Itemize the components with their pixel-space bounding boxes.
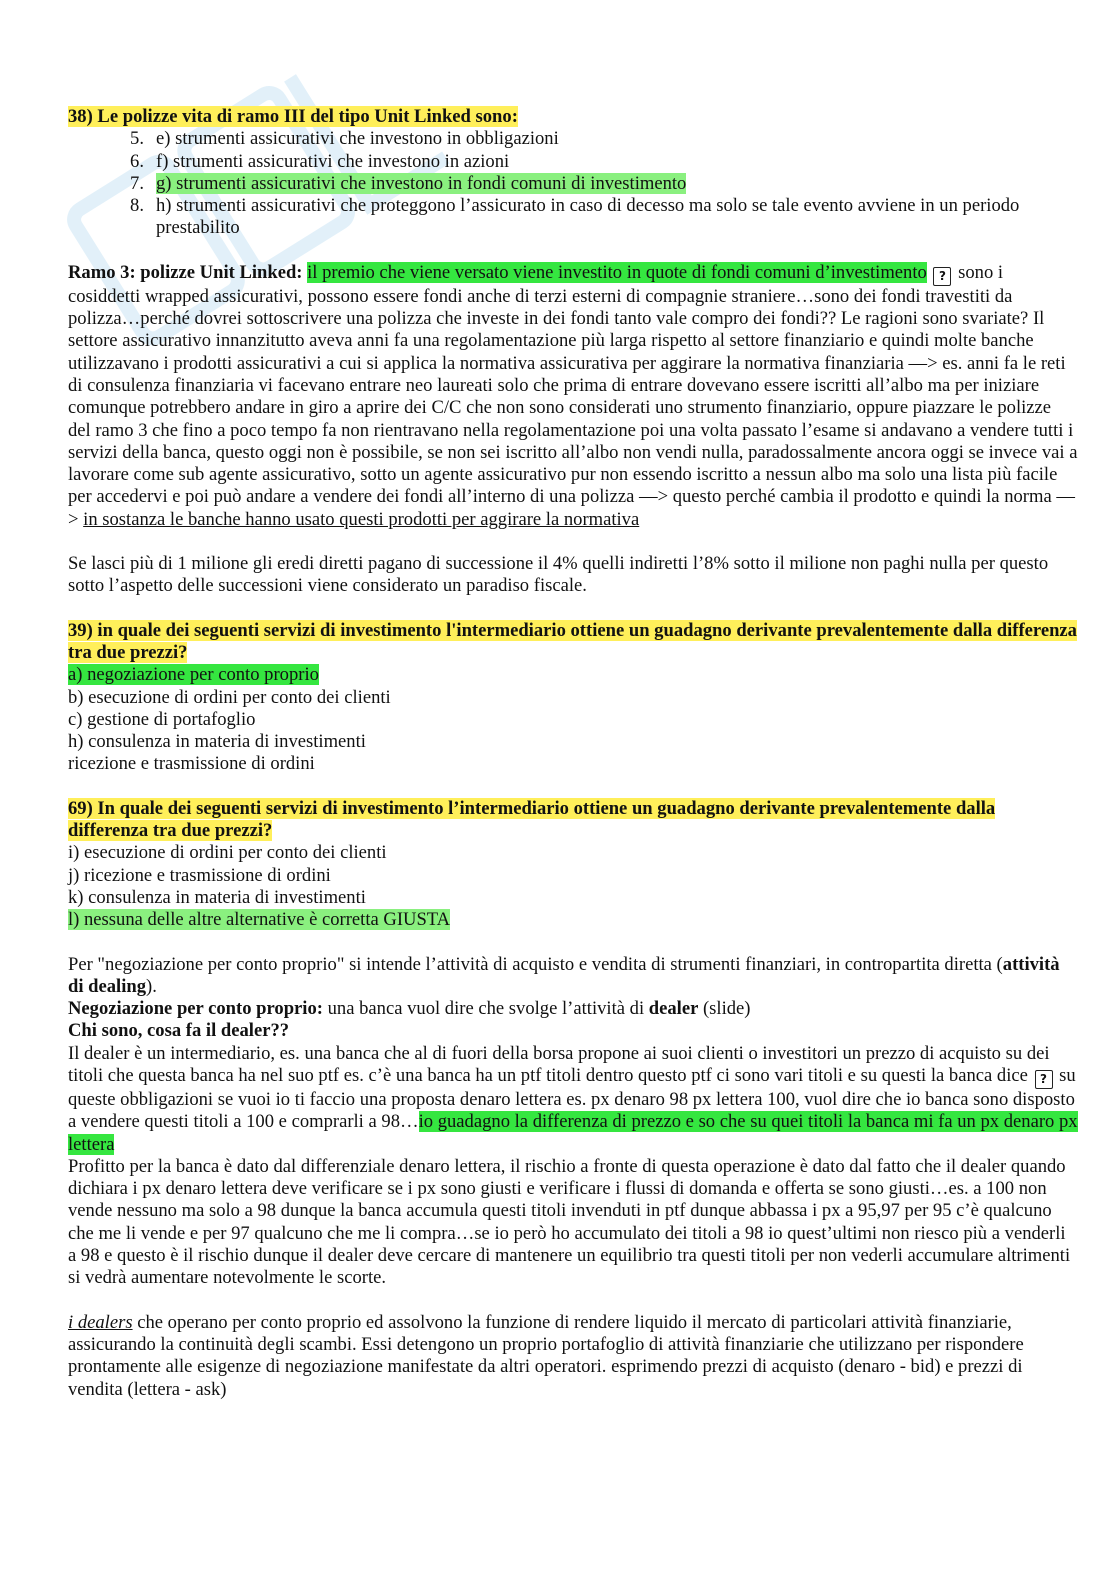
q69-option: i) esecuzione di ordini per conto dei clienti [68,842,387,864]
ramo3-underlined: in sostanza le banche hanno usato questi prodotti per aggirare la normativa [83,508,640,530]
q38-options [68,128,1078,239]
q69-option: k) consulenza in materia di investimenti [68,886,366,908]
list-item: 6. f) strumenti assicurativi che investono in azioni [130,150,510,172]
list-item: 5. e) strumenti assicurativi che investono in obbligazioni [130,128,559,150]
q39-option: b) esecuzione di ordini per conto dei clienti [68,686,391,708]
dealing-intro: Per "negoziazione per conto proprio" si intende l’attività di acquisto e vendita di strumenti finanziari, in contropartita diretta (attività di dealing). [68,953,1060,997]
q39-option: h) consulenza in materia di investimenti [68,731,366,753]
profit-paragraph: Profitto per la banca è dato dal differenziale denaro lettera, il rischio a fronte di questa operazione è dato dal fatto che il dealer quando dichiara i px denaro lettera deve verificare se i px sono giusti e verificare i flussi di domanda e offerta se sono giusti…es. a 100 non vende nessuno ma solo a 98 dunque la banca accumula questi titoli invenduti in ptf dunque abbassa i px a 95,97 per 95 c’è qualcuno che me li vende e per 97 qualcuno che me li compra…se io però ho accumulato dei titoli a 98 io quest’ultimi non riesco più a venderli a 98 e questo è il rischio dunque il dealer deve cercare di mantenere un equilibrio tra questi titoli per non vederli accumulare altrimenti si vedrà aumentare notevolmente le scorte. [68,1155,1071,1289]
list-item: 8. h) strumenti assicurativi che proteggono l’assicurato in caso di decesso ma solo se tale evento avviene in un periodo prestabilito [130,195,1020,239]
dealer-body: Il dealer è un intermediario, es. una banca che al di fuori della borsa propone ai suoi clienti o investitori un prezzo di acquisto su dei titoli che questa banca ha nel suo ptf es. c’è una banca ha un ptf titoli dentro questo ptf ci sono vari titoli e su questi la banca dice ? su queste obbligazioni se vuoi io ti faccio una proposta denaro lettera es. px denaro 98 px lettera 100, vuol dire che io banca sono disposto a vendere questi titoli a 100 e comprarli a 98…io guadagno la differenza di prezzo e so che su quei titoli la banca mi fa un px denaro px lettera [68,1042,1078,1155]
q39-option: c) gestione di portafoglio [68,708,256,730]
dealer-highlight: io guadagno la differenza di prezzo e so che su quei titoli la banca mi fa un px denaro px lettera [68,1111,1078,1155]
dealer-question: Chi sono, cosa fa il dealer?? [68,1020,290,1042]
dealers-term: i dealers [68,1311,133,1333]
question-box-icon: ? [1035,1070,1053,1089]
q69-option: j) ricezione e trasmissione di ordini [68,864,331,886]
ramo3-paragraph: Ramo 3: polizze Unit Linked: il premio che viene versato viene investito in quote di fondi comuni d’investimento ? sono i cosiddetti wrapped assicurativi, possono essere fondi anche di terzi esterni di compagnie straniere…sono dei fondi travestiti da polizza…perché dovrei sottoscrivere una polizza che investe in dei fondi tanto vale compro dei fondi?? Le ragioni sono svariate? Il settore assicurativo innanzitutto aveva anni fa una regolamentazione più larga rispetto al settore finanziario e quindi molte banche utilizzavano i prodotti assicurativi a cui si applica la normativa assicurativa per aggirare la normativa finanziaria —> es. anni fa le reti di consulenza finanziaria vi facevano entrare neo laureati solo che prima di entrare dovevano essere iscritti all’albo ma per iniziare comunque potrebbero andare in giro a aprire dei C/C che non sono considerati uno strumento finanziario, oppure piazzare le polizze del ramo 3 che fino a poco tempo fa non rientravano nella regolamentazione poi una volta passato l’esame si andavano a vendere tutti i servizi della banca, questo oggi non è possibile, se non sei iscritto all’albo non vendi nulla, paradossalmente ancora oggi se invece vai a lavorare come sub agente assicurativo, sotto un agente assicurativo pur non essendo iscritto a nessun albo ma solo una lista più facile per accedervi e poi può andare a vendere dei fondi all’interno di una polizza —> questo perché cambia il prodotto e quindi la norma —> in sostanza le banche hanno usato questi prodotti per aggirare la normativa [68,261,1078,530]
q39-option-correct: a) negoziazione per conto proprio [68,664,319,686]
question-box-icon: ? [933,267,951,286]
q38-title: 38) Le polizze vita di ramo III del tipo Unit Linked sono: [68,106,518,127]
successione-paragraph: Se lasci più di 1 milione gli eredi diretti pagano di successione il 4% quelli indiretti l’8% sotto il milione non paghi nulla per questo sotto l’aspetto delle successioni viene considerato un paradiso fiscale. [68,553,1049,597]
q39-option: ricezione e trasmissione di ordini [68,753,315,775]
q69-option-correct: l) nessuna delle altre alternative è corretta GIUSTA [68,909,451,931]
ramo3-highlight: il premio che viene versato viene investito in quote di fondi comuni d’investimento [307,261,927,283]
dealers-paragraph: i dealers che operano per conto proprio ed assolvono la funzione di rendere liquido il mercato di particolari attività finanziarie, assicurando la continuità degli scambi. Essi detengono un proprio portafoglio di attività finanziarie che utilizzano per rispondere prontamente alle esigenze di negoziazione manifestate da altri operatori. esprimendo prezzi di acquisto (denaro - bid) e prezzi di vendita (lettera - ask) [68,1311,1024,1400]
list-item-correct: 7. g) strumenti assicurativi che investono in fondi comuni di investimento [130,172,687,194]
q39-title: 39) in quale dei seguenti servizi di investimento l'intermediario ottiene un guadagno derivante prevalentemente dalla differenza tra due prezzi? [68,619,1077,663]
q69-title: 69) In quale dei seguenti servizi di investimento l’intermediario ottiene un guadagno derivante prevalentemente dalla differenza tra due prezzi? [68,797,996,842]
document-page [68,106,1078,1401]
negoziazione-line: Negoziazione per conto proprio: una banca vuol dire che svolge l’attività di dealer (slide) [68,998,751,1020]
